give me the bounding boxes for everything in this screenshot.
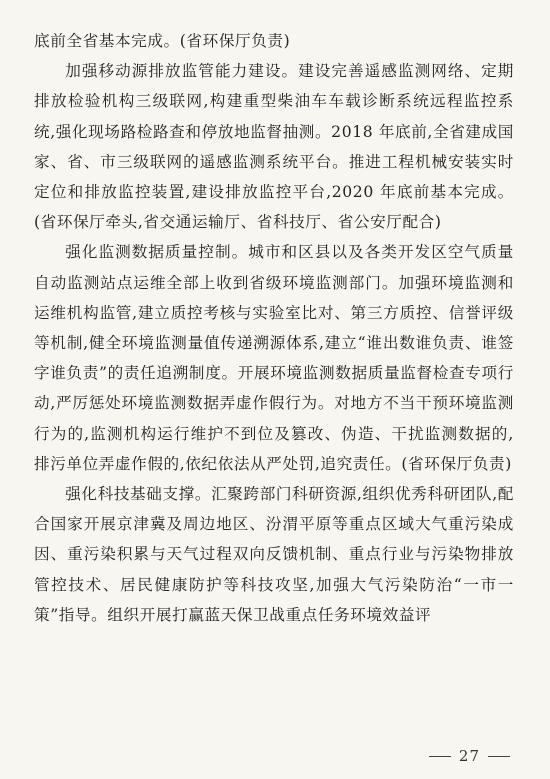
footer-dash-left [429, 756, 451, 757]
paragraph-monitoring-data-quality: 强化监测数据质量控制。城市和区县以及各类开发区空气质量自动监测站点运维全部上收到省级环境监测部门。加强环境监测和运维机构监管,建立质控考核与实验室比对、第三方质控、信誉评级等机制,健全环境监测量值传递溯源体系,建立“谁出数谁负责、谁签字谁负责”的责任追溯制度。开展环境监测数据质量监督检查专项行动,严厉惩处环境监测数据弄虚作假行为。对地方不当干预环境监测行为的,监测机构运行维护不到位及篡改、伪造、干扰监测数据的,排污单位弄虚作假的,依纪依法从严处罚,追究责任。(省环保厅负责) [34, 243, 514, 473]
paragraph-science-support: 强化科技基础支撑。汇聚跨部门科研资源,组织优秀科研团队,配合国家开展京津冀及周边地区、汾渭平原等重点区域大气重污染成因、重污染积累与天气过程双向反馈机制、重点行业与污染物排放管控技术、居民健康防护等科技攻坚,加强大气污染防治“一市一策”指导。组织开展打赢蓝天保卫战重点任务环境效益评 [34, 485, 514, 624]
footer-dash-right [488, 756, 510, 757]
page-footer [429, 747, 510, 765]
paragraph-continuation: 底前全省基本完成。(省环保厅负责) [34, 32, 291, 50]
page-number: 27 [458, 747, 480, 765]
paragraph-mobile-source-monitoring: 加强移动源排放监管能力建设。建设完善遥感监测网络、定期排放检验机构三级联网,构建重型柴油车车载诊断系统远程监控系统,强化现场路检路查和停放地监督抽测。2018 年底前,全省建成国家、省、市三级联网的遥感监测系统平台。推进工程机械安装实时定位和排放监控装置,建设排放监控平台,2020 年底前基本完成。(省环保厅牵头,省交通运输厅、省科技厅、省公安厅配合) [34, 62, 514, 232]
